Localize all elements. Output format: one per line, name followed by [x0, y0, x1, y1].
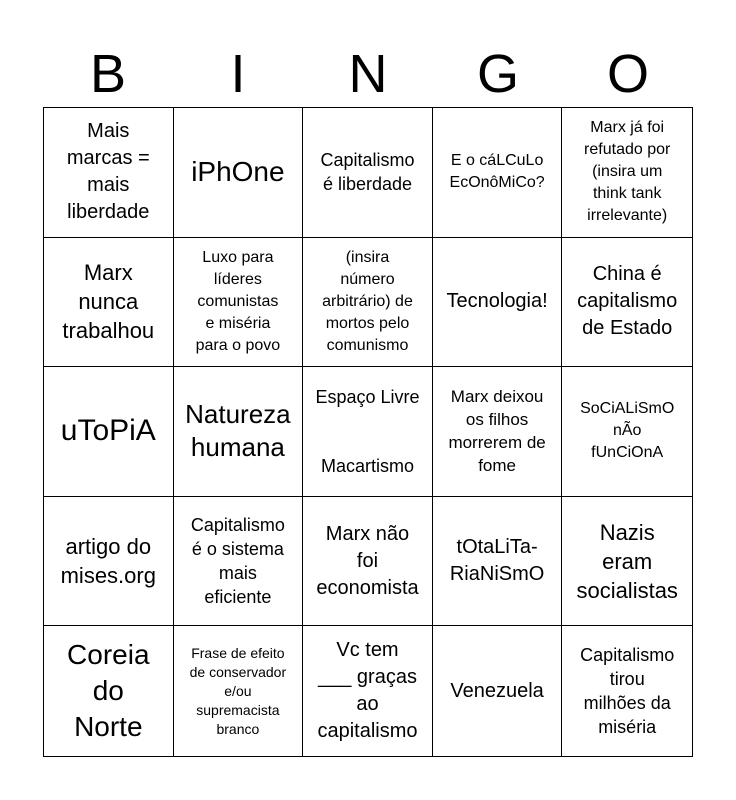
cell-text-line: comunistas: [197, 292, 279, 310]
cell-text-line: irrelevante): [587, 207, 668, 225]
cell-text-line: mises.org: [60, 563, 156, 589]
bingo-cell-r2c2[interactable]: [174, 238, 304, 368]
cell-text-line: Natureza: [185, 399, 291, 430]
cell-text-line: ___ graças: [318, 666, 417, 689]
bingo-cell-r4c4[interactable]: [433, 497, 563, 627]
header-letter-g: G: [476, 44, 519, 104]
cell-text-line: Marx já foi: [590, 119, 665, 137]
cell-text-line: marcas =: [66, 147, 150, 170]
bingo-cell-r1c2[interactable]: [174, 108, 304, 238]
cell-text-line: Vc tem: [336, 639, 399, 662]
cell-text-line: os filhos: [465, 410, 529, 430]
header-letter-n: N: [348, 44, 388, 104]
bingo-cell-r3c1[interactable]: [44, 367, 174, 497]
cell-text-line: Luxo para: [202, 248, 274, 266]
cell-text-line: morrerem de: [448, 433, 546, 453]
bingo-cell-r4c1[interactable]: [44, 497, 174, 627]
cell-text-line: é o sistema: [191, 539, 284, 560]
free-space-label: Espaço Livre: [315, 387, 420, 408]
header-letter-i: I: [230, 44, 246, 104]
bingo-header: [43, 40, 693, 108]
cell-text-line: Coreia: [67, 639, 150, 671]
bingo-cell-r3c3-free-space[interactable]: [303, 367, 433, 497]
cell-text-line: E o cáLCuLo: [450, 152, 544, 170]
cell-text-line: iPhOne: [191, 156, 285, 188]
cell-text-line: fUnCiOnA: [591, 444, 664, 462]
header-letter-b: B: [89, 44, 127, 104]
cell-text-line: mortos pelo: [325, 314, 410, 332]
cell-text-line: artigo do: [65, 534, 152, 560]
bingo-cell-r2c1[interactable]: [44, 238, 174, 368]
cell-text-line: de conservador: [189, 663, 287, 680]
cell-text-line: economista: [316, 576, 419, 599]
cell-text-line: é liberdade: [322, 174, 413, 195]
cell-text-line: tOtaLiTa-: [456, 536, 538, 559]
cell-text-line: refutado por: [584, 141, 671, 159]
bingo-cell-r4c2[interactable]: [174, 497, 304, 627]
cell-text-line: arbitrário) de: [322, 292, 413, 310]
bingo-cell-r4c3[interactable]: [303, 497, 433, 627]
cell-text-line: número: [340, 270, 395, 288]
cell-text-line: Mais: [87, 120, 130, 143]
bingo-cell-r5c2[interactable]: [174, 626, 304, 756]
cell-text-line: (insira um: [592, 163, 663, 181]
cell-text-line: Tecnologia!: [446, 290, 548, 313]
cell-text-line: tirou: [609, 669, 645, 690]
bingo-cell-r5c1[interactable]: [44, 626, 174, 756]
bingo-cell-r1c3[interactable]: [303, 108, 433, 238]
bingo-cell-r5c4[interactable]: [433, 626, 563, 756]
cell-text-line: Macartismo: [320, 455, 414, 476]
cell-text-line: EcOnôMiCo?: [449, 174, 545, 192]
cell-text-line: Marx deixou: [450, 387, 544, 407]
cell-text-line: humana: [190, 432, 285, 463]
cell-text-line: uToPiA: [60, 414, 156, 448]
cell-text-line: China é: [592, 263, 662, 286]
cell-text-line: Norte: [74, 711, 143, 743]
bingo-cell-r2c3[interactable]: [303, 238, 433, 368]
bingo-cell-r4c5[interactable]: [562, 497, 692, 627]
bingo-cell-r5c5[interactable]: [562, 626, 692, 756]
cell-text-line: RiaNiSmO: [449, 563, 545, 586]
cell-text-line: Capitalismo: [190, 515, 285, 536]
cell-text-line: trabalhou: [62, 318, 155, 344]
bingo-cell-r3c5[interactable]: [562, 367, 692, 497]
bingo-cell-r3c4[interactable]: [433, 367, 563, 497]
bingo-board: [43, 107, 693, 757]
cell-text-line: do: [92, 675, 124, 707]
cell-text-line: mais: [218, 563, 257, 584]
header-letter-o: O: [606, 44, 649, 104]
bingo-cell-r1c4[interactable]: [433, 108, 563, 238]
cell-text-line: para o povo: [195, 336, 281, 354]
cell-text-line: e miséria: [205, 314, 271, 332]
cell-text-line: foi: [356, 549, 379, 572]
cell-text-line: mais: [87, 174, 130, 197]
cell-text-line: milhões da: [583, 693, 671, 714]
cell-text-line: nunca: [78, 289, 139, 315]
cell-text-line: ao: [356, 693, 379, 716]
cell-text-line: e/ou: [224, 682, 252, 699]
cell-text-line: comunismo: [326, 336, 409, 354]
cell-text-line: de Estado: [582, 317, 673, 340]
cell-text-line: eficiente: [204, 587, 272, 608]
cell-text-line: eram: [602, 548, 653, 574]
bingo-cell-r3c2[interactable]: [174, 367, 304, 497]
cell-text-line: fome: [478, 456, 516, 476]
cell-text-line: Venezuela: [450, 679, 544, 702]
bingo-cell-r2c5[interactable]: [562, 238, 692, 368]
cell-text-line: Frase de efeito: [191, 644, 285, 661]
bingo-cell-r5c3[interactable]: [303, 626, 433, 756]
cell-text-line: branco: [216, 720, 260, 737]
cell-text-line: SoCiALiSmO: [580, 400, 675, 418]
cell-text-line: nÃo: [612, 422, 642, 440]
cell-text-line: Marx: [83, 260, 133, 286]
bingo-cell-r1c1[interactable]: [44, 108, 174, 238]
cell-text-line: capitalismo: [317, 720, 418, 743]
cell-text-line: socialistas: [576, 577, 678, 603]
cell-text-line: Marx não: [325, 522, 410, 545]
cell-text-line: Capitalismo: [320, 150, 415, 171]
bingo-cell-r1c5[interactable]: [562, 108, 692, 238]
cell-text-line: capitalismo: [577, 290, 678, 313]
bingo-cell-r2c4[interactable]: [433, 238, 563, 368]
cell-text-line: (insira: [345, 248, 390, 266]
cell-text-line: Nazis: [599, 519, 655, 545]
cell-text-line: liberdade: [67, 201, 150, 224]
cell-text-line: líderes: [213, 270, 262, 288]
cell-text-line: miséria: [598, 717, 657, 738]
cell-text-line: Capitalismo: [580, 645, 675, 666]
cell-text-line: supremacista: [196, 701, 280, 718]
cell-text-line: think tank: [592, 185, 662, 203]
